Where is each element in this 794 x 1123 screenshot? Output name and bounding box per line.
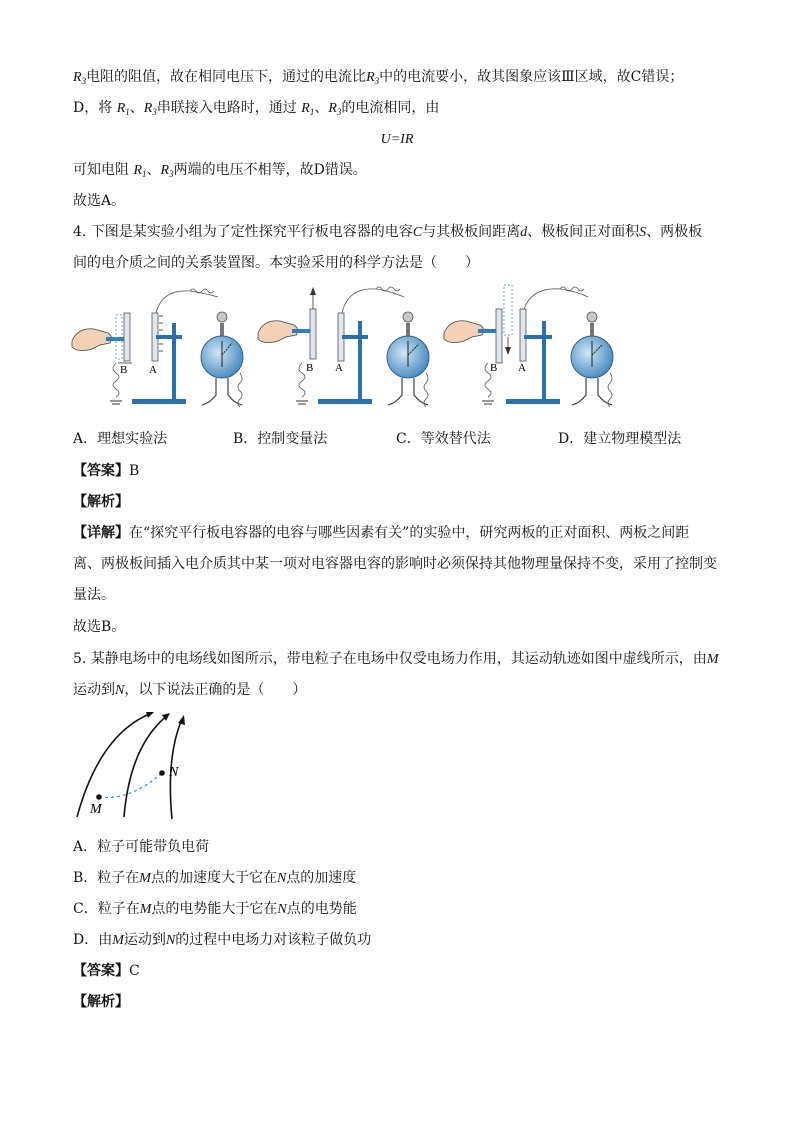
q4-stem-line-2: 间的电介质之间的关系装置图。本实验采用的科学方法是（ ） [73,255,479,271]
plate-b-label: B [306,362,314,374]
q4-analysis-tag: 【解析】 [73,494,129,510]
prev-line-3: 可知电阻 $R_1$、$R_3$两端的电压不相等，故D错误。 [73,162,367,179]
prev-line-2: D，将 $R_1$、$R_3$串联接入电路时，通过 $R_1$、$R_3$的电流相同，由 [73,100,440,117]
var-r3: $R_3$ [73,70,87,86]
plate-a-label: A [335,362,343,374]
q4-detail-line-3: 量法。 [73,587,115,603]
q4-option-d: D．建立物理模型法 [558,431,682,447]
plate-a-label: A [149,364,157,376]
formula: U=IR [380,132,414,147]
q5-stem-line-1: 5. 某静电场中的电场线如图所示，带电粒子在电场中仅受电场力作用，其运动轨迹如图中虚线所示，由M [73,651,719,667]
q5-option-a: A．粒子可能带负电荷 [73,839,210,855]
setup-3-dielectric [444,285,613,407]
prev-conclusion: 故选A。 [73,193,126,209]
q5-analysis-tag: 【解析】 [73,994,129,1010]
q4-conclusion: 故选B。 [73,619,126,635]
q4-detail-line-2: 离、两极板间插入电介质其中某一项对电容器电容的影响时必须保持其他物理量保持不变，采用了控制变 [73,556,717,572]
capacitor-experiment-figure [70,283,630,418]
q5-option-b: B．粒子在M点的加速度大于它在N点的加速度 [73,870,357,886]
q4-stem-line-1: 4. 下图是某实验小组为了定性探究平行板电容器的电容C与其极板间距离d、极板间正对面积S、两极板 [73,224,703,240]
q4-answer: 【答案】B [73,463,140,479]
setup-2-area [258,287,429,407]
q4-option-a: A．理想实验法 [73,431,168,447]
point-m-label: M [90,802,102,817]
q4-option-b: B．控制变量法 [233,431,328,447]
setup-1-distance [72,289,243,407]
q5-answer: 【答案】C [73,963,140,979]
q4-detail-line-1: 【详解】在“探究平行板电容器的电容与哪些因素有关”的实验中，研究两板的正对面积、两板之间距 [73,525,690,541]
q4-option-c: C．等效替代法 [396,431,491,447]
plate-b-label: B [120,364,128,376]
var-r3: $R_3$ [366,70,380,86]
plate-a-label: A [518,362,526,374]
q5-option-c: C．粒子在M点的电势能大于它在N点的电势能 [73,901,357,917]
q5-stem-line-2: 运动到N，以下说法正确的是（ ） [73,682,307,698]
plate-b-label: B [490,362,498,374]
electric-field-figure [70,705,210,823]
point-n-label: N [169,765,179,780]
prev-line-1: $R_3$电阻的阻值，故在相同电压下，通过的电流比$R_3$中的电流要小，故其图象应该Ⅲ区域，故C错误； [73,69,684,86]
q5-option-d: D．由M运动到N的过程中电场力对该粒子做负功 [73,932,372,948]
